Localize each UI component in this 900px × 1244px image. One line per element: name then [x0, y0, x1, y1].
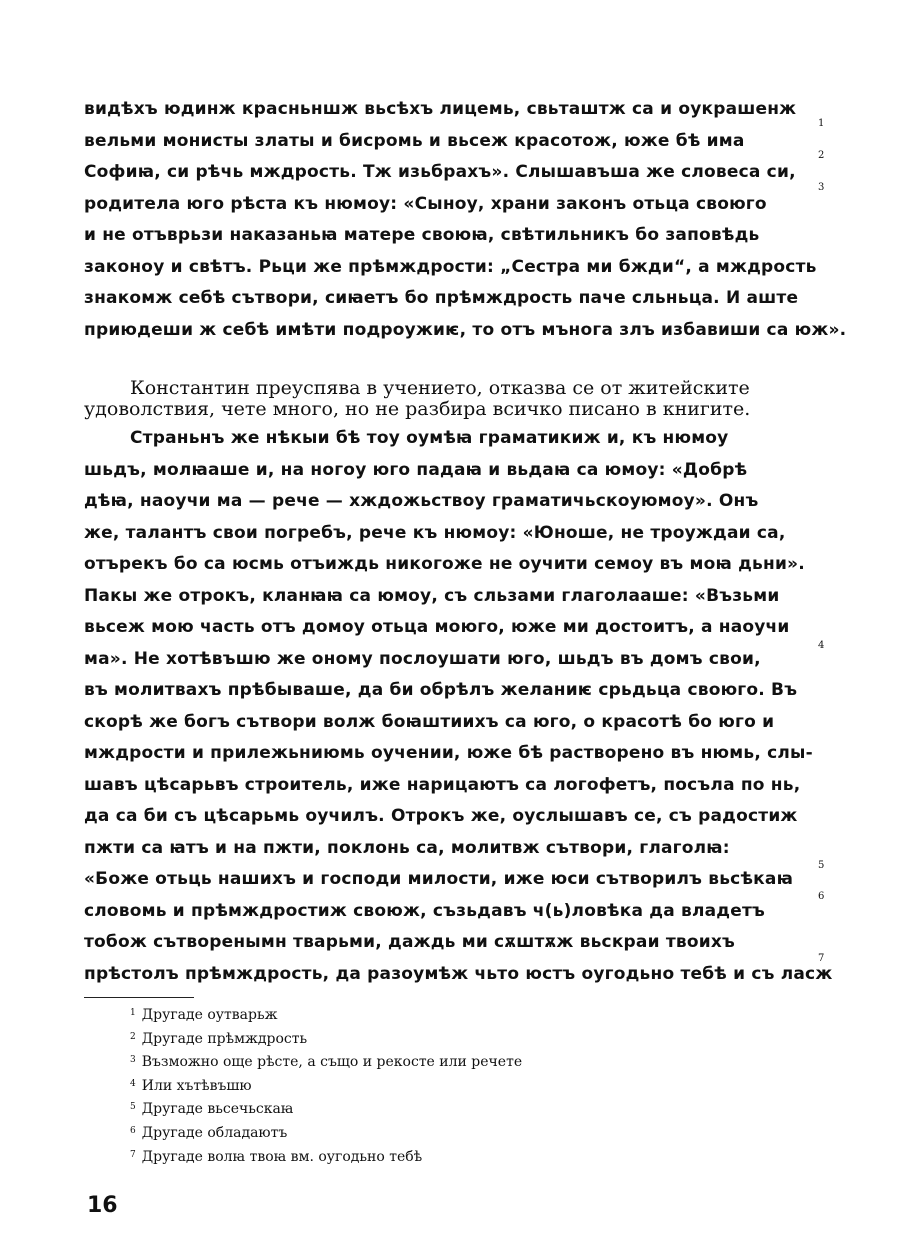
text-line: шьдъ, молꙗаше и, на ногоу юго падаꙗ и вьдаꙗ са юмоу: «Добрѣ — [84, 459, 748, 480]
footnote-ref-1: 1 — [818, 118, 825, 129]
text-line: же, талантъ свои погребъ, рече къ нюмоу: «Юноше, не троуждаи са, — [84, 522, 786, 543]
text-line: и не отъврьзи наказаньꙗ матере своюꙗ, свѣтильникъ бо заповѣдь — [84, 225, 760, 245]
footnote: $^3$ Възможно още рѣсте, а също и рекосте или речете — [130, 1054, 523, 1071]
footnote-ref-6: 6 — [818, 891, 825, 902]
text-line: «Боже отьць нашихъ и господи милости, иже юси сътворилъ вьсѣкаꙗ — [84, 869, 794, 889]
text-line: Софиꙗ, си рѣчь мждрость. Тж изьбрахъ». Слышавъша же словеса си, — [84, 162, 796, 182]
text-line: Страньнъ же нѣкыи бѣ тоу оумѣꙗ граматикиж и, къ нюмоу — [130, 428, 729, 448]
text-line: дѣꙗ, наоучи ма — рече — хждожьствоу граматичьскоуюмоу». Онъ — [84, 491, 759, 511]
text-line: шавъ цѣсарьвъ строитель, иже нарицаютъ са логофетъ, посъла по нь, — [84, 774, 801, 795]
text-line: да са би съ цѣсарьмь оучилъ. Отрокъ же, оуслышавъ се, съ радостиж — [84, 806, 798, 826]
text-line: вельми монисты златы и бисромь и вьсеж красотож, юже бѣ има — [84, 130, 745, 151]
footnotes — [130, 1003, 522, 1168]
footnote-ref-7: 7 — [818, 953, 825, 964]
old-slavonic-paragraph-2 — [84, 423, 833, 990]
footnote: $^5$ Другаде вьсечьскаꙗ — [130, 1101, 294, 1118]
footnote-ref-5: 5 — [818, 860, 825, 871]
text-line: тобож сътворенымн тварьми, даждь ми сѫштѫж вьскраи твоихъ — [84, 932, 735, 952]
footnote: $^4$ Или хътѣвъшю — [130, 1077, 252, 1094]
text-line: приюдеши ж себѣ имѣти подроужиѥ, то отъ мънога злъ избавиши са юж». — [84, 319, 847, 340]
text-line: законоу и свѣтъ. Рьци же прѣмждрости: „Сестра ми бжди“, а мждрость — [84, 256, 817, 277]
text-line: вьсеж мою часть отъ домоу отьца моюго, юже ми достоитъ, а наоучи — [84, 617, 790, 637]
summary-line: удоволствия, чете много, но не разбира всичко писано в книгите. — [84, 398, 751, 420]
old-slavonic-paragraph-1 — [84, 94, 847, 346]
text-line: словомь и прѣмждростиж своюж, съзьдавъ ч(ь)ловѣка да владетъ — [84, 900, 765, 921]
footnote-ref-3: 3 — [818, 182, 825, 193]
footnote-ref-2: 2 — [818, 150, 825, 161]
footnote-separator — [84, 997, 194, 998]
modern-bulgarian-summary — [84, 378, 814, 420]
page-number: 16 — [87, 1193, 118, 1218]
footnote: $^2$ Другаде прѣмждрость — [130, 1030, 308, 1047]
text-line: прѣстолъ прѣмждрость, да разоумѣж чьто юстъ оугодьно тебѣ и съ ласж — [84, 963, 833, 984]
footnote: $^7$ Другаде волꙗ твоꙗ вм. оугодьно тебѣ — [130, 1148, 423, 1165]
text-line: отърекъ бо са юсмь отъиждь никогоже не оучити семоу въ моꙗ дьни». — [84, 554, 805, 574]
text-line: скорѣ же богъ сътвори волж боꙗштиихъ са юго, о красотѣ бо юго и — [84, 711, 775, 732]
text-line: ма». Не хотѣвъшю же оному послоушати юго, шьдъ въ домъ свои, — [84, 648, 761, 669]
text-line: видѣхъ юдинж красньншж вьсѣхъ лицемь, свьташтж са и оукрашенж — [84, 99, 797, 119]
text-line: мждрости и прилежьниюмь оучении, юже бѣ растворено въ нюмь, слы- — [84, 743, 813, 763]
footnote: $^6$ Другаде обладаютъ — [130, 1124, 288, 1141]
text-line: знакомж себѣ сътвори, сиꙗетъ бо прѣмждрость паче сльньца. И аште — [84, 288, 799, 308]
text-line: въ молитвахъ прѣбываше, да би обрѣлъ желаниѥ срьдьца своюго. Въ — [84, 680, 798, 700]
text-line: Пакы же отрокъ, кланꙗꙗ са юмоу, съ сльзами глаголааше: «Възьми — [84, 585, 780, 606]
text-line: пжти са ꙗтъ и на пжти, поклонь са, молитвж сътвори, глаголꙗ: — [84, 837, 730, 858]
summary-line: Константин преуспява в учението, отказва се от житейските — [130, 377, 750, 399]
footnote-ref-4: 4 — [818, 640, 825, 651]
footnote: $^1$ Другаде оутварьж — [130, 1007, 278, 1023]
text-line: родитела юго рѣста къ нюмоу: «Сыноу, храни законъ отьца своюго — [84, 193, 767, 214]
